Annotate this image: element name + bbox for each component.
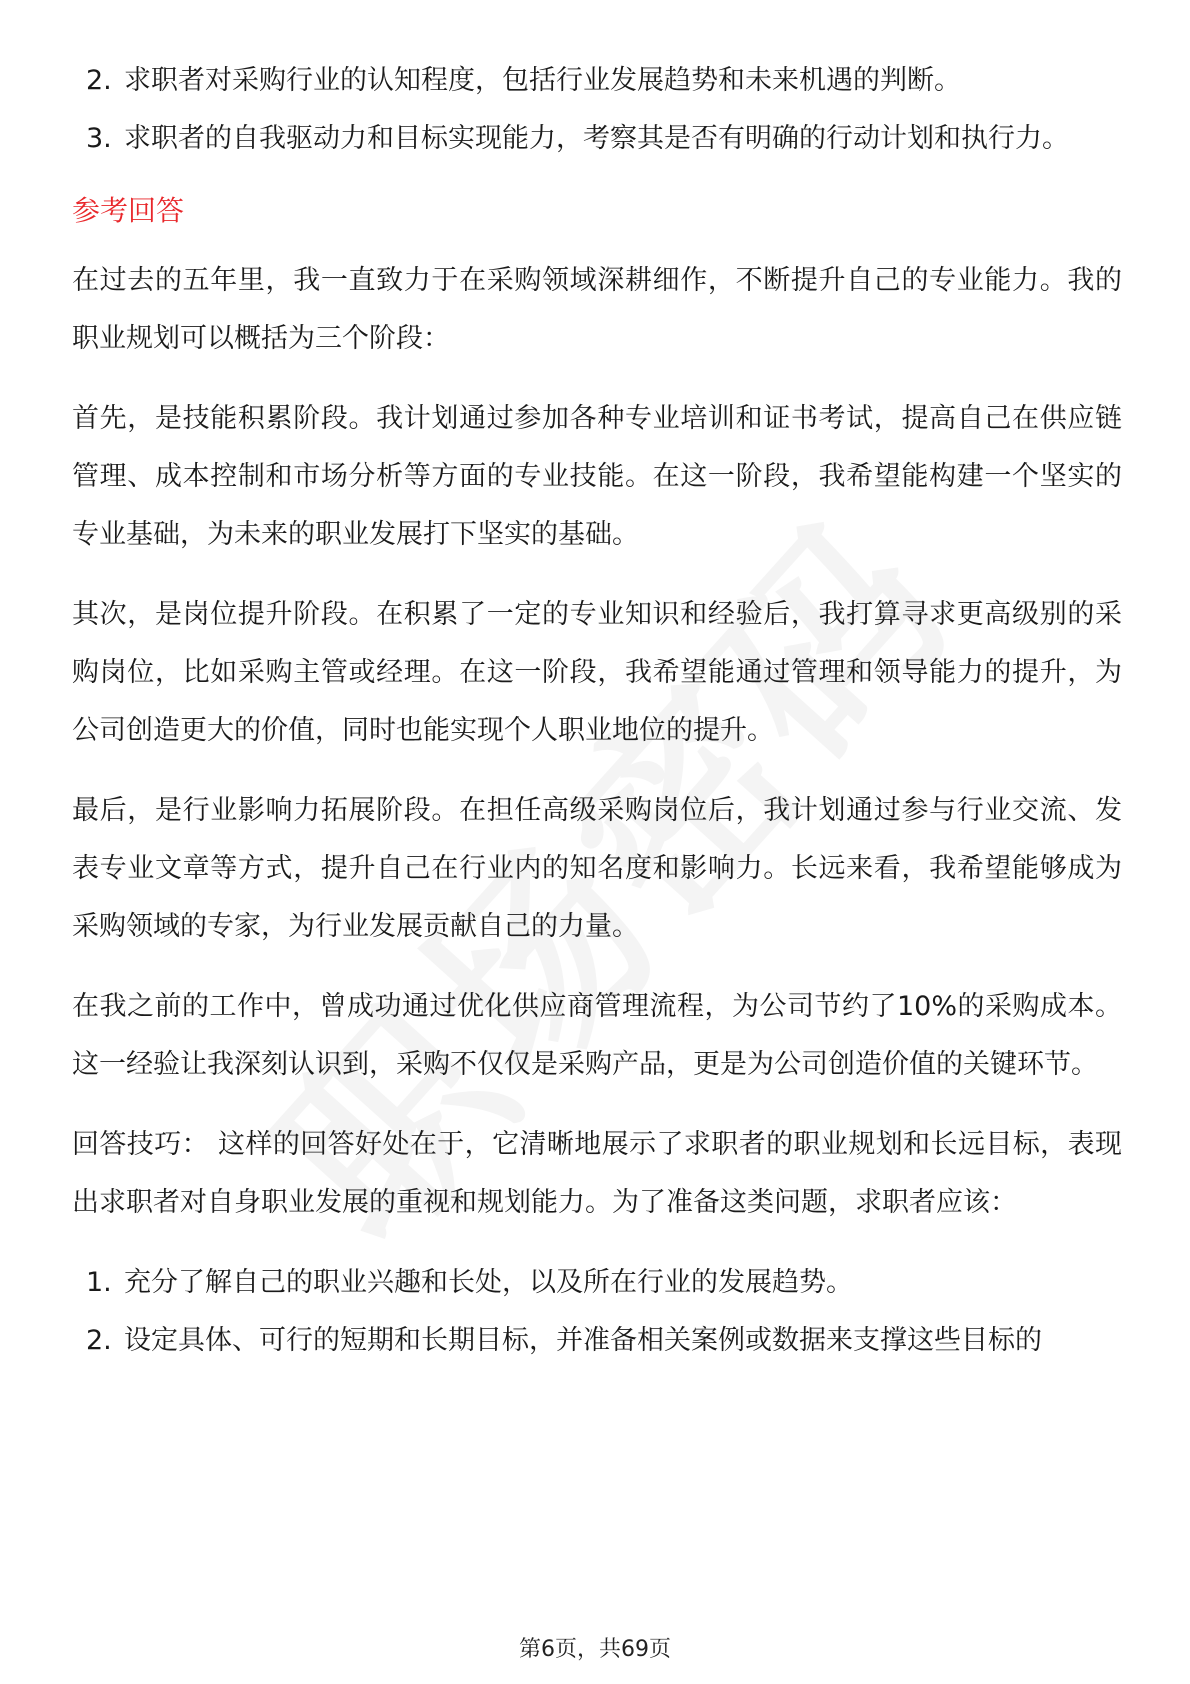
paragraph: 其次，是岗位提升阶段。在积累了一定的专业知识和经验后，我打算寻求更高级别的采购岗位，比如采购主管或经理。在这一阶段，我希望能通过管理和领导能力的提升，为公司创造更大的价值，同时也能实现个人职业地位的提升。 [72, 599, 1122, 746]
page-content [72, 52, 1122, 1370]
list-item [72, 1312, 1122, 1370]
list-item-text: 设定具体、可行的短期和长期目标，并准备相关案例或数据来支撑这些目标的 [124, 1325, 1042, 1356]
list-item-number: 1. [86, 1267, 112, 1298]
list-item [72, 52, 1122, 110]
section-title: 参考回答 [72, 194, 185, 227]
paragraph: 首先，是技能积累阶段。我计划通过参加各种专业培训和证书考试，提高自己在供应链管理、成本控制和市场分析等方面的专业技能。在这一阶段，我希望能构建一个坚实的专业基础，为未来的职业发展打下坚实的基础。 [72, 403, 1122, 550]
list-item-number: 2. [86, 1325, 112, 1356]
answer-tips-paragraph: 回答技巧： 这样的回答好处在于，它清晰地展示了求职者的职业规划和长远目标，表现出求职者对自身职业发展的重视和规划能力。为了准备这类问题，求职者应该： [72, 1129, 1122, 1218]
paragraph: 最后，是行业影响力拓展阶段。在担任高级采购岗位后，我计划通过参与行业交流、发表专业文章等方式，提升自己在行业内的知名度和影响力。长远来看，我希望能够成为采购领域的专家，为行业发展贡献自己的力量。 [72, 795, 1122, 942]
top-numbered-list [72, 52, 1122, 168]
list-item-text: 求职者的自我驱动力和目标实现能力，考察其是否有明确的行动计划和执行力。 [124, 123, 1069, 154]
paragraph: 在我之前的工作中，曾成功通过优化供应商管理流程，为公司节约了10%的采购成本。这一经验让我深刻认识到，采购不仅仅是采购产品，更是为公司创造价值的关键环节。 [72, 991, 1122, 1080]
list-item-number: 3. [86, 123, 112, 154]
list-item-text: 充分了解自己的职业兴趣和长处，以及所在行业的发展趋势。 [124, 1267, 853, 1298]
page-footer: 第6页，共69页 [519, 1637, 671, 1662]
list-item-text: 求职者对采购行业的认知程度，包括行业发展趋势和未来机遇的判断。 [124, 65, 961, 96]
paragraph: 在过去的五年里，我一直致力于在采购领域深耕细作，不断提升自己的专业能力。我的职业规划可以概括为三个阶段： [72, 265, 1122, 354]
list-item-number: 2. [86, 65, 112, 96]
list-item [72, 1254, 1122, 1312]
bottom-numbered-list [72, 1254, 1122, 1370]
list-item [72, 110, 1122, 168]
